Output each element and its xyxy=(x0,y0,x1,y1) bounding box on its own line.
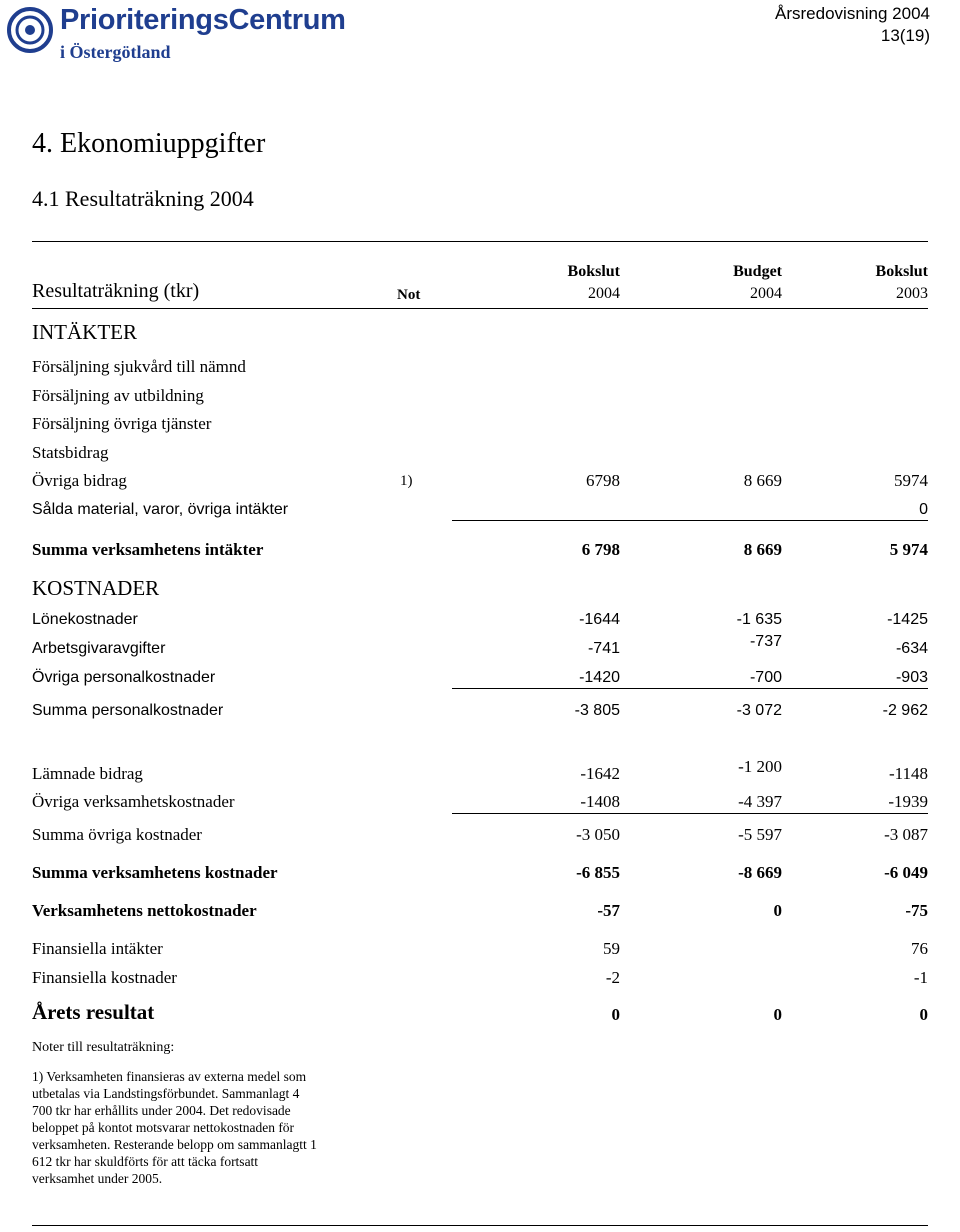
value-bokslut-2004: -3 050 xyxy=(576,825,620,844)
table-row xyxy=(32,384,928,408)
sum-row xyxy=(32,861,928,885)
income-heading: INTÄKTER xyxy=(32,320,137,344)
row-label: Summa personalkostnader xyxy=(32,702,224,719)
value-bokslut-2003: -1939 xyxy=(888,792,928,811)
sum-underline xyxy=(452,520,928,521)
value-bokslut-2003: 76 xyxy=(911,939,928,958)
table-row xyxy=(32,937,928,961)
footer-rule xyxy=(32,1225,928,1226)
value-bokslut-2003: -75 xyxy=(905,901,928,920)
header-rule xyxy=(32,308,928,309)
sum-underline xyxy=(452,813,928,814)
value-budget-2004: 8 669 xyxy=(743,471,782,490)
value-bokslut-2004: -1642 xyxy=(580,764,620,783)
top-rule xyxy=(32,241,928,242)
value-bokslut-2004: -1420 xyxy=(579,669,620,686)
row-label: Arbetsgivaravgifter xyxy=(32,640,166,657)
column-year-budget-2004: 2004 xyxy=(750,285,782,302)
value-bokslut-2003: 0 xyxy=(919,1005,928,1024)
notes-title: Noter till resultaträkning: xyxy=(32,1040,175,1055)
row-label: Finansiella kostnader xyxy=(32,968,177,987)
value-bokslut-2004: 6798 xyxy=(586,471,620,490)
table-row xyxy=(32,355,928,379)
value-budget-2004: 0 xyxy=(773,1005,782,1024)
subsection-heading: 4.1 Resultaträkning 2004 xyxy=(32,186,254,211)
table-title: Resultaträkning (tkr) xyxy=(32,280,200,302)
document-title: Årsredovisning 2004 xyxy=(775,4,930,23)
logo-name: PrioriteringsCentrum xyxy=(60,4,346,36)
column-header-bokslut-2004: Bokslut xyxy=(567,263,620,280)
value-bokslut-2004: -57 xyxy=(597,901,620,920)
table-row xyxy=(32,633,928,661)
row-label: Verksamhetens nettokostnader xyxy=(32,901,257,920)
table-row xyxy=(32,441,928,465)
logo-mark-icon xyxy=(6,6,54,54)
value-bokslut-2003: -6 049 xyxy=(884,863,928,882)
section-heading: 4. Ekonomiuppgifter xyxy=(32,128,266,159)
row-label: Finansiella intäkter xyxy=(32,939,163,958)
table-row xyxy=(32,412,928,436)
sum-row xyxy=(32,699,928,723)
not-column-header: Not xyxy=(397,287,421,303)
column-header-budget-2004: Budget xyxy=(733,263,782,280)
value-bokslut-2004: -1644 xyxy=(579,611,620,628)
table-row xyxy=(32,666,928,690)
value-budget-2004: 8 669 xyxy=(743,540,782,559)
row-label: Statsbidrag xyxy=(32,443,109,462)
value-bokslut-2003: -1148 xyxy=(888,764,928,783)
value-budget-2004: -3 072 xyxy=(736,702,782,719)
row-label: Sålda material, varor, övriga intäkter xyxy=(32,501,289,518)
value-bokslut-2003: -634 xyxy=(895,640,928,657)
sum-row xyxy=(32,823,928,847)
table-row xyxy=(32,966,928,990)
column-year-bokslut-2003: 2003 xyxy=(896,285,928,302)
value-budget-2004: -1 200 xyxy=(738,757,782,776)
value-budget-2004: 0 xyxy=(773,901,782,920)
table-row xyxy=(32,757,928,786)
logo-subtitle: i Östergötland xyxy=(60,42,171,62)
value-budget-2004: -1 635 xyxy=(736,611,782,628)
value-budget-2004: -5 597 xyxy=(738,825,782,844)
value-bokslut-2003: 5 974 xyxy=(889,540,928,559)
row-label: Övriga bidrag xyxy=(32,471,127,490)
value-bokslut-2004: -1408 xyxy=(580,792,620,811)
row-label: Försäljning sjukvård till nämnd xyxy=(32,357,246,376)
value-budget-2004: -8 669 xyxy=(738,863,782,882)
value-bokslut-2004: -3 805 xyxy=(574,702,620,719)
value-bokslut-2003: -903 xyxy=(895,669,928,686)
value-budget-2004: -737 xyxy=(749,633,782,650)
value-budget-2004: -4 397 xyxy=(738,792,782,811)
row-label: Summa verksamhetens kostnader xyxy=(32,863,278,882)
note-1-text: 1) Verksamheten finansieras av externa medel som utbetalas via Landstingsförbundet. Sammanlagt 4 700 tkr har erhållits under 2004. Det redovisade beloppet på kontot motsvarar nettokostnaden för verksamheten. Resterande belopp om sammanlagtt 1 612 tkr har skuldförts för att täcka fortsatt verksamhet under 2005. xyxy=(32,1069,317,1186)
row-label: Lönekostnader xyxy=(32,611,138,628)
row-label: Summa verksamhetens intäkter xyxy=(32,540,264,559)
table-row xyxy=(32,469,928,493)
value-bokslut-2004: -6 855 xyxy=(576,863,620,882)
value-bokslut-2003: 0 xyxy=(919,501,928,518)
value-bokslut-2003: -3 087 xyxy=(884,825,928,844)
row-label: Summa övriga kostnader xyxy=(32,825,202,844)
column-year-bokslut-2004: 2004 xyxy=(588,285,620,302)
row-label: Lämnade bidrag xyxy=(32,764,143,783)
value-bokslut-2003: -1425 xyxy=(887,611,928,628)
sum-row xyxy=(32,538,928,562)
value-bokslut-2003: -1 xyxy=(913,968,928,987)
table-row xyxy=(32,608,928,632)
value-bokslut-2004: -2 xyxy=(605,968,620,987)
note-ref: 1) xyxy=(400,473,413,489)
row-label: Övriga verksamhetskostnader xyxy=(32,792,235,811)
value-bokslut-2003: 5974 xyxy=(894,471,928,490)
row-label: Övriga personalkostnader xyxy=(32,669,216,686)
table-row xyxy=(32,498,928,522)
value-budget-2004: -700 xyxy=(749,669,782,686)
table-row xyxy=(32,790,928,814)
row-label: Årets resultat xyxy=(32,1000,155,1024)
row-label: Försäljning av utbildning xyxy=(32,386,204,405)
column-header-bokslut-2003: Bokslut xyxy=(875,263,928,280)
sum-underline xyxy=(452,688,928,689)
value-bokslut-2003: -2 962 xyxy=(882,702,928,719)
value-bokslut-2004: -741 xyxy=(587,640,620,657)
value-bokslut-2004: 6 798 xyxy=(581,540,620,559)
page-number: 13(19) xyxy=(880,26,930,45)
value-bokslut-2004: 59 xyxy=(603,939,620,958)
result-row xyxy=(32,1000,928,1027)
sum-row xyxy=(32,899,928,923)
row-label: Försäljning övriga tjänster xyxy=(32,414,212,433)
value-bokslut-2004: 0 xyxy=(611,1005,620,1024)
costs-heading: KOSTNADER xyxy=(32,576,160,600)
